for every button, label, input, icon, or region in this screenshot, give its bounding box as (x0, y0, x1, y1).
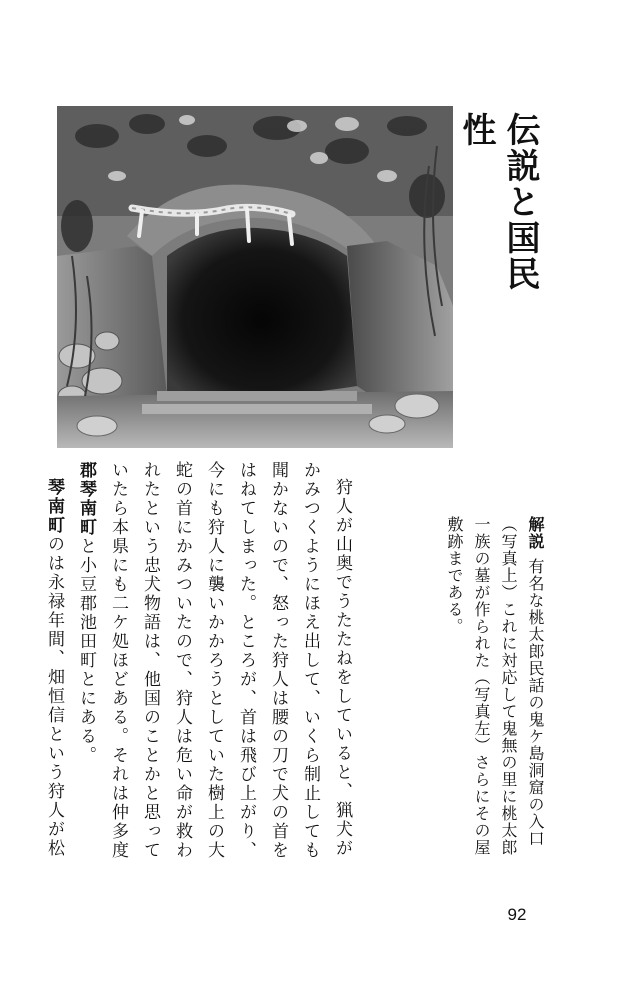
body-column: 聞かないので、怒った狩人は腰の刀で犬の首を (268, 461, 288, 860)
body-column: 狩人が山奥でうたたねをしていると、猟犬が (332, 478, 352, 858)
cave-entrance-photo (57, 106, 453, 448)
chapter-title: 伝説と国民性 (456, 112, 540, 292)
page-number: 92 (507, 905, 527, 924)
caption-text: 有名な桃太郎民話の鬼ケ島洞窟の入口（写真上）これに対応して鬼無の里に桃太郎一族の墓が作られた（写真左）さらにその屋敷跡まである。 (445, 516, 545, 856)
body-column (70, 461, 102, 881)
body-text-run: と小豆郡池田町とにある。 (76, 537, 96, 765)
body-column: 今にも狩人に襲いかかろうとしていた樹上の大 (204, 461, 224, 860)
body-text (44, 461, 358, 881)
body-column (38, 461, 70, 881)
body-column: いたら本県にも二ケ処ほどある。それは仲多度 (108, 461, 128, 860)
photo-caption (439, 516, 549, 856)
body-column: れたという忠犬物語は、他国のことかと思って (140, 461, 160, 860)
body-text-run: のは永禄年間、畑恒信という狩人が松 (44, 535, 64, 858)
cave-photo-illustration (57, 106, 453, 448)
body-column: 蛇の首にかみついたので、狩人は危い命が救わ (172, 461, 192, 860)
body-bold-place: 郡琴南町 (76, 461, 96, 537)
caption-heading: 解説 (526, 516, 545, 550)
body-column: はねてしまった。ところが、首は飛び上がり、 (236, 461, 256, 860)
body-bold-place: 琴南町 (44, 478, 64, 535)
body-column: かみつくようにほえ出して、いくら制止しても (300, 461, 320, 860)
